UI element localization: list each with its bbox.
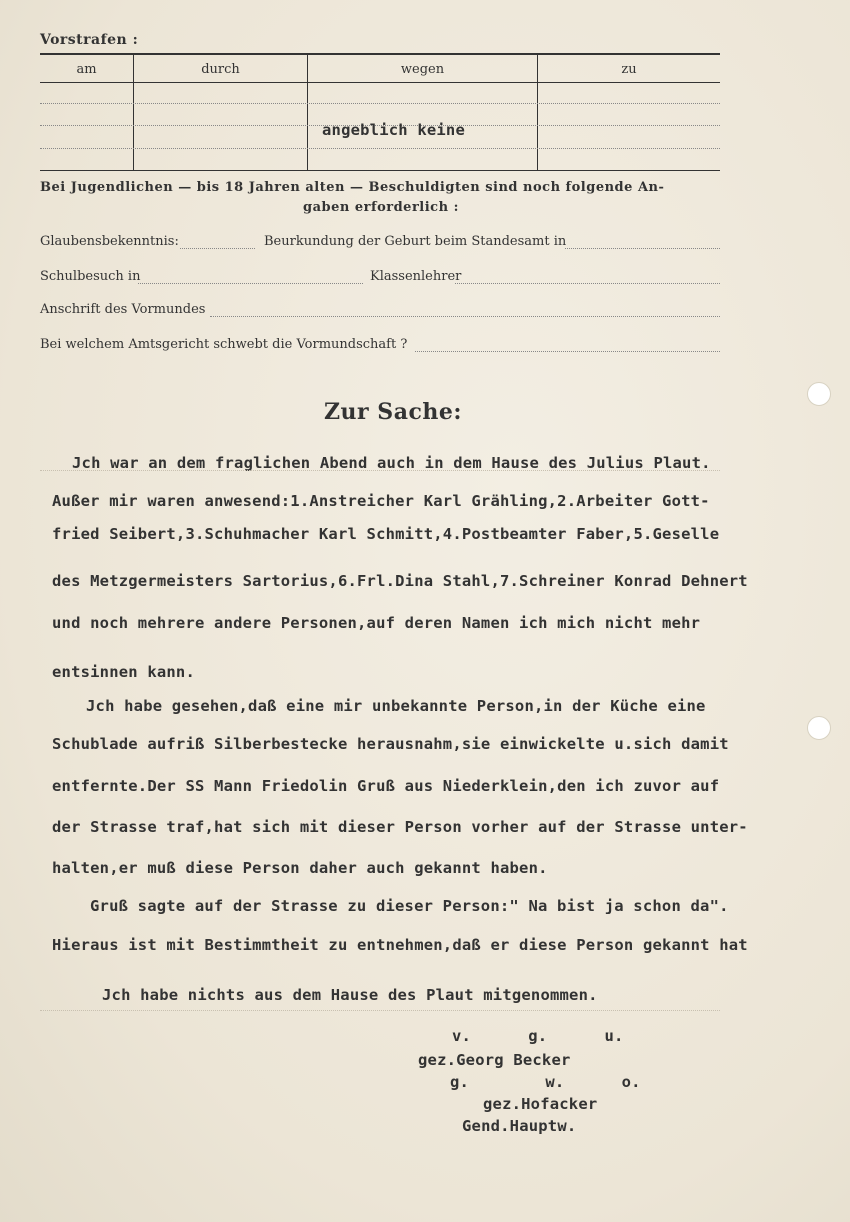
signature-rank: Gend.Hauptw.: [462, 1117, 577, 1135]
wegen-value: angeblich keine: [322, 121, 465, 139]
vormund-field: [210, 316, 720, 317]
glaubensbekenntnis-field: [180, 248, 255, 249]
table-dotline-1: [40, 103, 720, 104]
statement-line: Außer mir waren anwesend:1.Anstreicher Karl Grähling,2.Arbeiter Gott-: [52, 492, 710, 510]
signature-gwo: g. w. o.: [450, 1073, 641, 1091]
column-header-am: am: [76, 62, 97, 77]
statement-line: entfernte.Der SS Mann Friedolin Gruß aus Niederklein,den ich zuvor auf: [52, 777, 720, 795]
statement-line: des Metzgermeisters Sartorius,6.Frl.Dina Stahl,7.Schreiner Konrad Dehnert: [52, 572, 748, 590]
statement-line: Gruß sagte auf der Strasse zu dieser Person:" Na bist ja schon da".: [90, 897, 729, 915]
table-top-rule: [40, 53, 720, 55]
table-dotline-3: [40, 148, 720, 149]
statement-line: Jch habe gesehen,daß eine mir unbekannte Person,in der Küche eine: [86, 697, 706, 715]
geburt-field: [565, 248, 720, 249]
column-header-zu: zu: [621, 62, 637, 77]
punch-hole-bottom: [807, 716, 831, 740]
statement-rule: [40, 470, 720, 471]
amtsgericht-field: [415, 351, 720, 352]
signature-vgu: v. g. u.: [452, 1027, 624, 1045]
section-title: Zur Sache:: [324, 399, 462, 425]
statement-line: und noch mehrere andere Personen,auf deren Namen ich mich nicht mehr: [52, 614, 701, 632]
punch-hole-top: [807, 382, 831, 406]
vormund-label: Anschrift des Vormundes: [40, 302, 206, 317]
juvenile-heading-line1: Bei Jugendlichen — bis 18 Jahren alten — Beschuldigten sind noch folgende An-: [40, 180, 665, 195]
statement-line: Jch habe nichts aus dem Hause des Plaut mitgenommen.: [102, 986, 598, 1004]
klassenlehrer-label: Klassenlehrer: [370, 269, 462, 284]
schulbesuch-field: [138, 283, 363, 284]
klassenlehrer-field: [455, 283, 720, 284]
column-header-durch: durch: [201, 62, 240, 77]
statement-rule: [40, 1010, 720, 1011]
schulbesuch-label: Schulbesuch in: [40, 269, 141, 284]
geburt-label: Beurkundung der Geburt beim Standesamt in: [264, 234, 567, 249]
statement-line: der Strasse traf,hat sich mit dieser Person vorher auf der Strasse unter-: [52, 818, 748, 836]
statement-line: entsinnen kann.: [52, 663, 195, 681]
table-header-rule: [40, 82, 720, 83]
statement-line: Hieraus ist mit Bestimmtheit zu entnehmen,daß er diese Person gekannt hat: [52, 936, 748, 954]
statement-line: Jch war an dem fraglichen Abend auch in dem Hause des Julius Plaut.: [72, 454, 711, 472]
statement-line: Schublade aufriß Silberbestecke herausnahm,sie einwickelte u.sich damit: [52, 735, 729, 753]
amtsgericht-label: Bei welchem Amtsgericht schwebt die Vormundschaft ?: [40, 337, 408, 352]
table-bottom-rule: [40, 170, 720, 171]
statement-line: fried Seibert,3.Schuhmacher Karl Schmitt,4.Postbeamter Faber,5.Geselle: [52, 525, 720, 543]
signature-officer: gez.Hofacker: [483, 1095, 598, 1113]
statement-line: halten,er muß diese Person daher auch gekannt haben.: [52, 859, 548, 877]
glaubensbekenntnis-label: Glaubensbekenntnis:: [40, 234, 179, 249]
signature-name: gez.Georg Becker: [418, 1051, 571, 1069]
juvenile-heading-line2: gaben erforderlich :: [303, 200, 459, 215]
vorstrafen-label: Vorstrafen :: [40, 32, 139, 48]
column-header-wegen: wegen: [400, 62, 445, 77]
